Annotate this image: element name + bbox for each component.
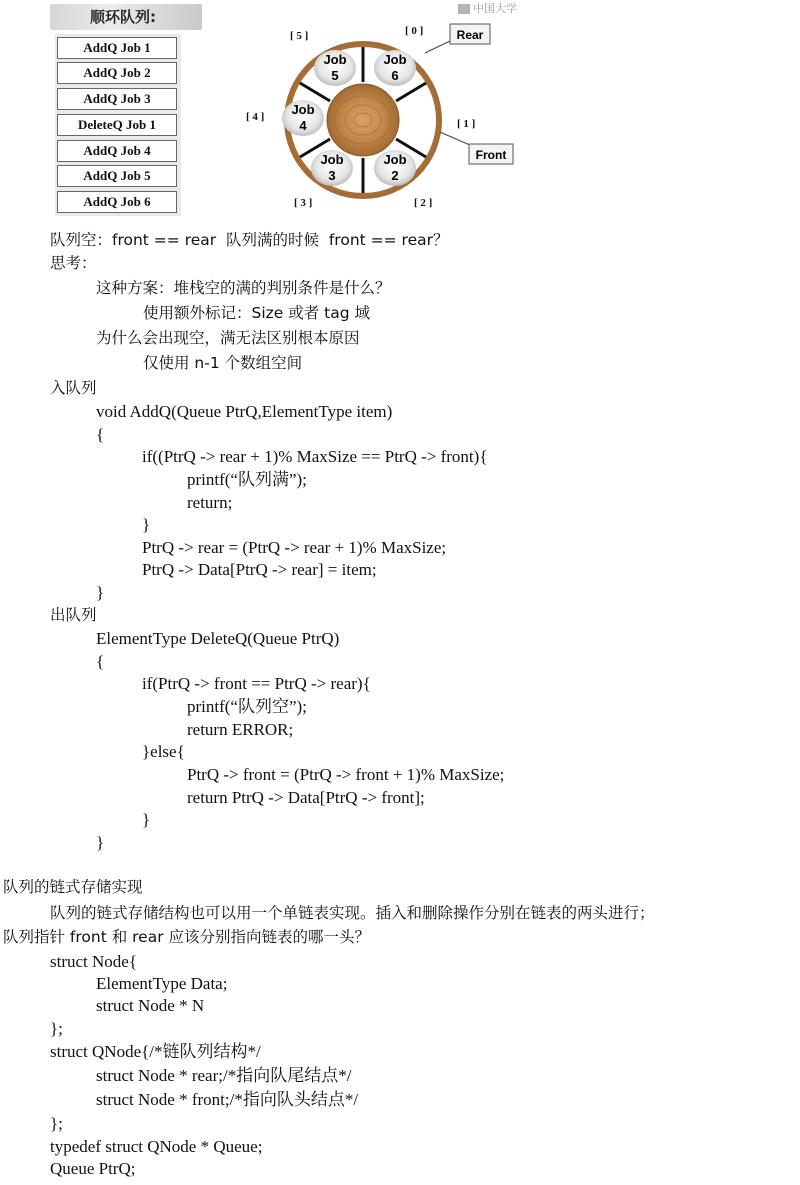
code-line: }: [96, 583, 105, 602]
rear-pointer: [425, 40, 452, 53]
code-line: {: [96, 652, 105, 671]
op-box-2: AddQ Job 2: [57, 62, 177, 84]
job-number: 5: [331, 68, 339, 83]
code-line: }: [142, 515, 151, 534]
linked-queue-heading: 队列的链式存储实现: [3, 878, 143, 896]
op-box-7: AddQ Job 6: [57, 191, 177, 213]
job-label: Job: [320, 152, 344, 167]
question-stack: 这种方案：堆栈空的满的判别条件是什么？: [96, 279, 391, 297]
code-line: if(PtrQ -> front == PtrQ -> rear){: [142, 674, 371, 693]
code-line: printf(“队列空”);: [187, 697, 307, 716]
code-line: return ERROR;: [187, 720, 294, 739]
job-slot-5: [314, 50, 356, 86]
code-line: }: [96, 833, 105, 852]
dequeue-heading: 出队列: [50, 606, 97, 624]
code-line: Queue PtrQ;: [50, 1159, 136, 1178]
enqueue-heading: 入队列: [50, 379, 97, 397]
op-box-4: DeleteQ Job 1: [57, 114, 177, 136]
code-line: {: [96, 425, 105, 444]
job-number: 2: [391, 168, 399, 183]
empty-full-condition: 队列空：front == rear 队列满的时候 front == rear？: [50, 231, 449, 249]
op-box-3: AddQ Job 3: [57, 88, 177, 110]
index-1: [ 1 ]: [457, 118, 476, 130]
code-line: typedef struct QNode * Queue;: [50, 1137, 263, 1156]
code-line: if((PtrQ -> rear + 1)% MaxSize == PtrQ -> front){: [142, 447, 488, 466]
question-root-cause: 为什么会出现空，满无法区别根本原因: [96, 329, 360, 347]
job-label: Job: [383, 152, 407, 167]
front-pointer: [440, 132, 472, 146]
job-number: 6: [391, 68, 399, 83]
watermark: [458, 0, 517, 16]
job-label: Job: [291, 102, 315, 117]
code-line: struct Node{: [50, 952, 138, 971]
code-line: PtrQ -> front = (PtrQ -> front + 1)% MaxSize;: [187, 765, 505, 784]
op-box-5: AddQ Job 4: [57, 140, 177, 162]
code-line: PtrQ -> rear = (PtrQ -> rear + 1)% MaxSize;: [142, 538, 447, 557]
index-4: [ 4 ]: [246, 111, 265, 123]
code-line: struct Node * front;/*指向队头结点*/: [96, 1090, 359, 1109]
job-slot-2: [374, 150, 416, 186]
code-line: ElementType DeleteQ(Queue PtrQ): [96, 629, 340, 648]
code-line: ElementType Data;: [96, 974, 228, 993]
linked-queue-question: 队列指针 front 和 rear 应该分别指向链表的哪一头？: [3, 928, 371, 946]
section-banner: 顺环队列:: [50, 4, 202, 30]
op-box-1: AddQ Job 1: [57, 37, 177, 59]
code-line: struct Node * N: [96, 996, 205, 1015]
code-line: struct QNode{/*链队列结构*/: [50, 1042, 261, 1061]
code-line: }: [142, 810, 151, 829]
answer-n-minus-1: 仅使用 n-1 个数组空间: [143, 354, 303, 372]
code-line: PtrQ -> Data[PtrQ -> rear] = item;: [142, 560, 377, 579]
code-line: };: [50, 1114, 63, 1133]
job-number: 3: [328, 168, 336, 183]
watermark-text: 中国大学: [473, 2, 517, 15]
code-line: return PtrQ -> Data[PtrQ -> front];: [187, 788, 425, 807]
job-label: Job: [323, 52, 347, 67]
index-2: [ 2 ]: [414, 197, 433, 209]
rear-label: Rear: [456, 28, 484, 42]
code-line: return;: [187, 493, 233, 512]
answer-extra-flag: 使用额外标记：Size 或者 tag 域: [143, 304, 371, 322]
job-slot-4: [282, 100, 324, 136]
index-3: [ 3 ]: [294, 197, 313, 209]
center-hub: [327, 84, 399, 156]
code-line: };: [50, 1019, 63, 1038]
code-line: struct Node * rear;/*指向队尾结点*/: [96, 1066, 352, 1085]
job-number: 4: [299, 118, 307, 133]
circular-queue-diagram: [240, 20, 540, 220]
job-slot-0: [374, 50, 416, 86]
code-line: printf(“队列满”);: [187, 470, 307, 489]
job-label: Job: [383, 52, 407, 67]
thinking-heading: 思考：: [50, 254, 97, 272]
code-line: void AddQ(Queue PtrQ,ElementType item): [96, 402, 393, 421]
front-label: Front: [475, 148, 507, 162]
op-box-6: AddQ Job 5: [57, 165, 177, 187]
linked-queue-desc: 队列的链式存储结构也可以用一个单链表实现。插入和删除操作分别在链表的两头进行；: [50, 904, 655, 922]
index-5: [ 5 ]: [290, 30, 309, 42]
watermark-logo-icon: [458, 4, 470, 14]
job-slot-3: [311, 150, 353, 186]
index-0: [ 0 ]: [405, 25, 424, 37]
code-line: }else{: [142, 742, 185, 761]
